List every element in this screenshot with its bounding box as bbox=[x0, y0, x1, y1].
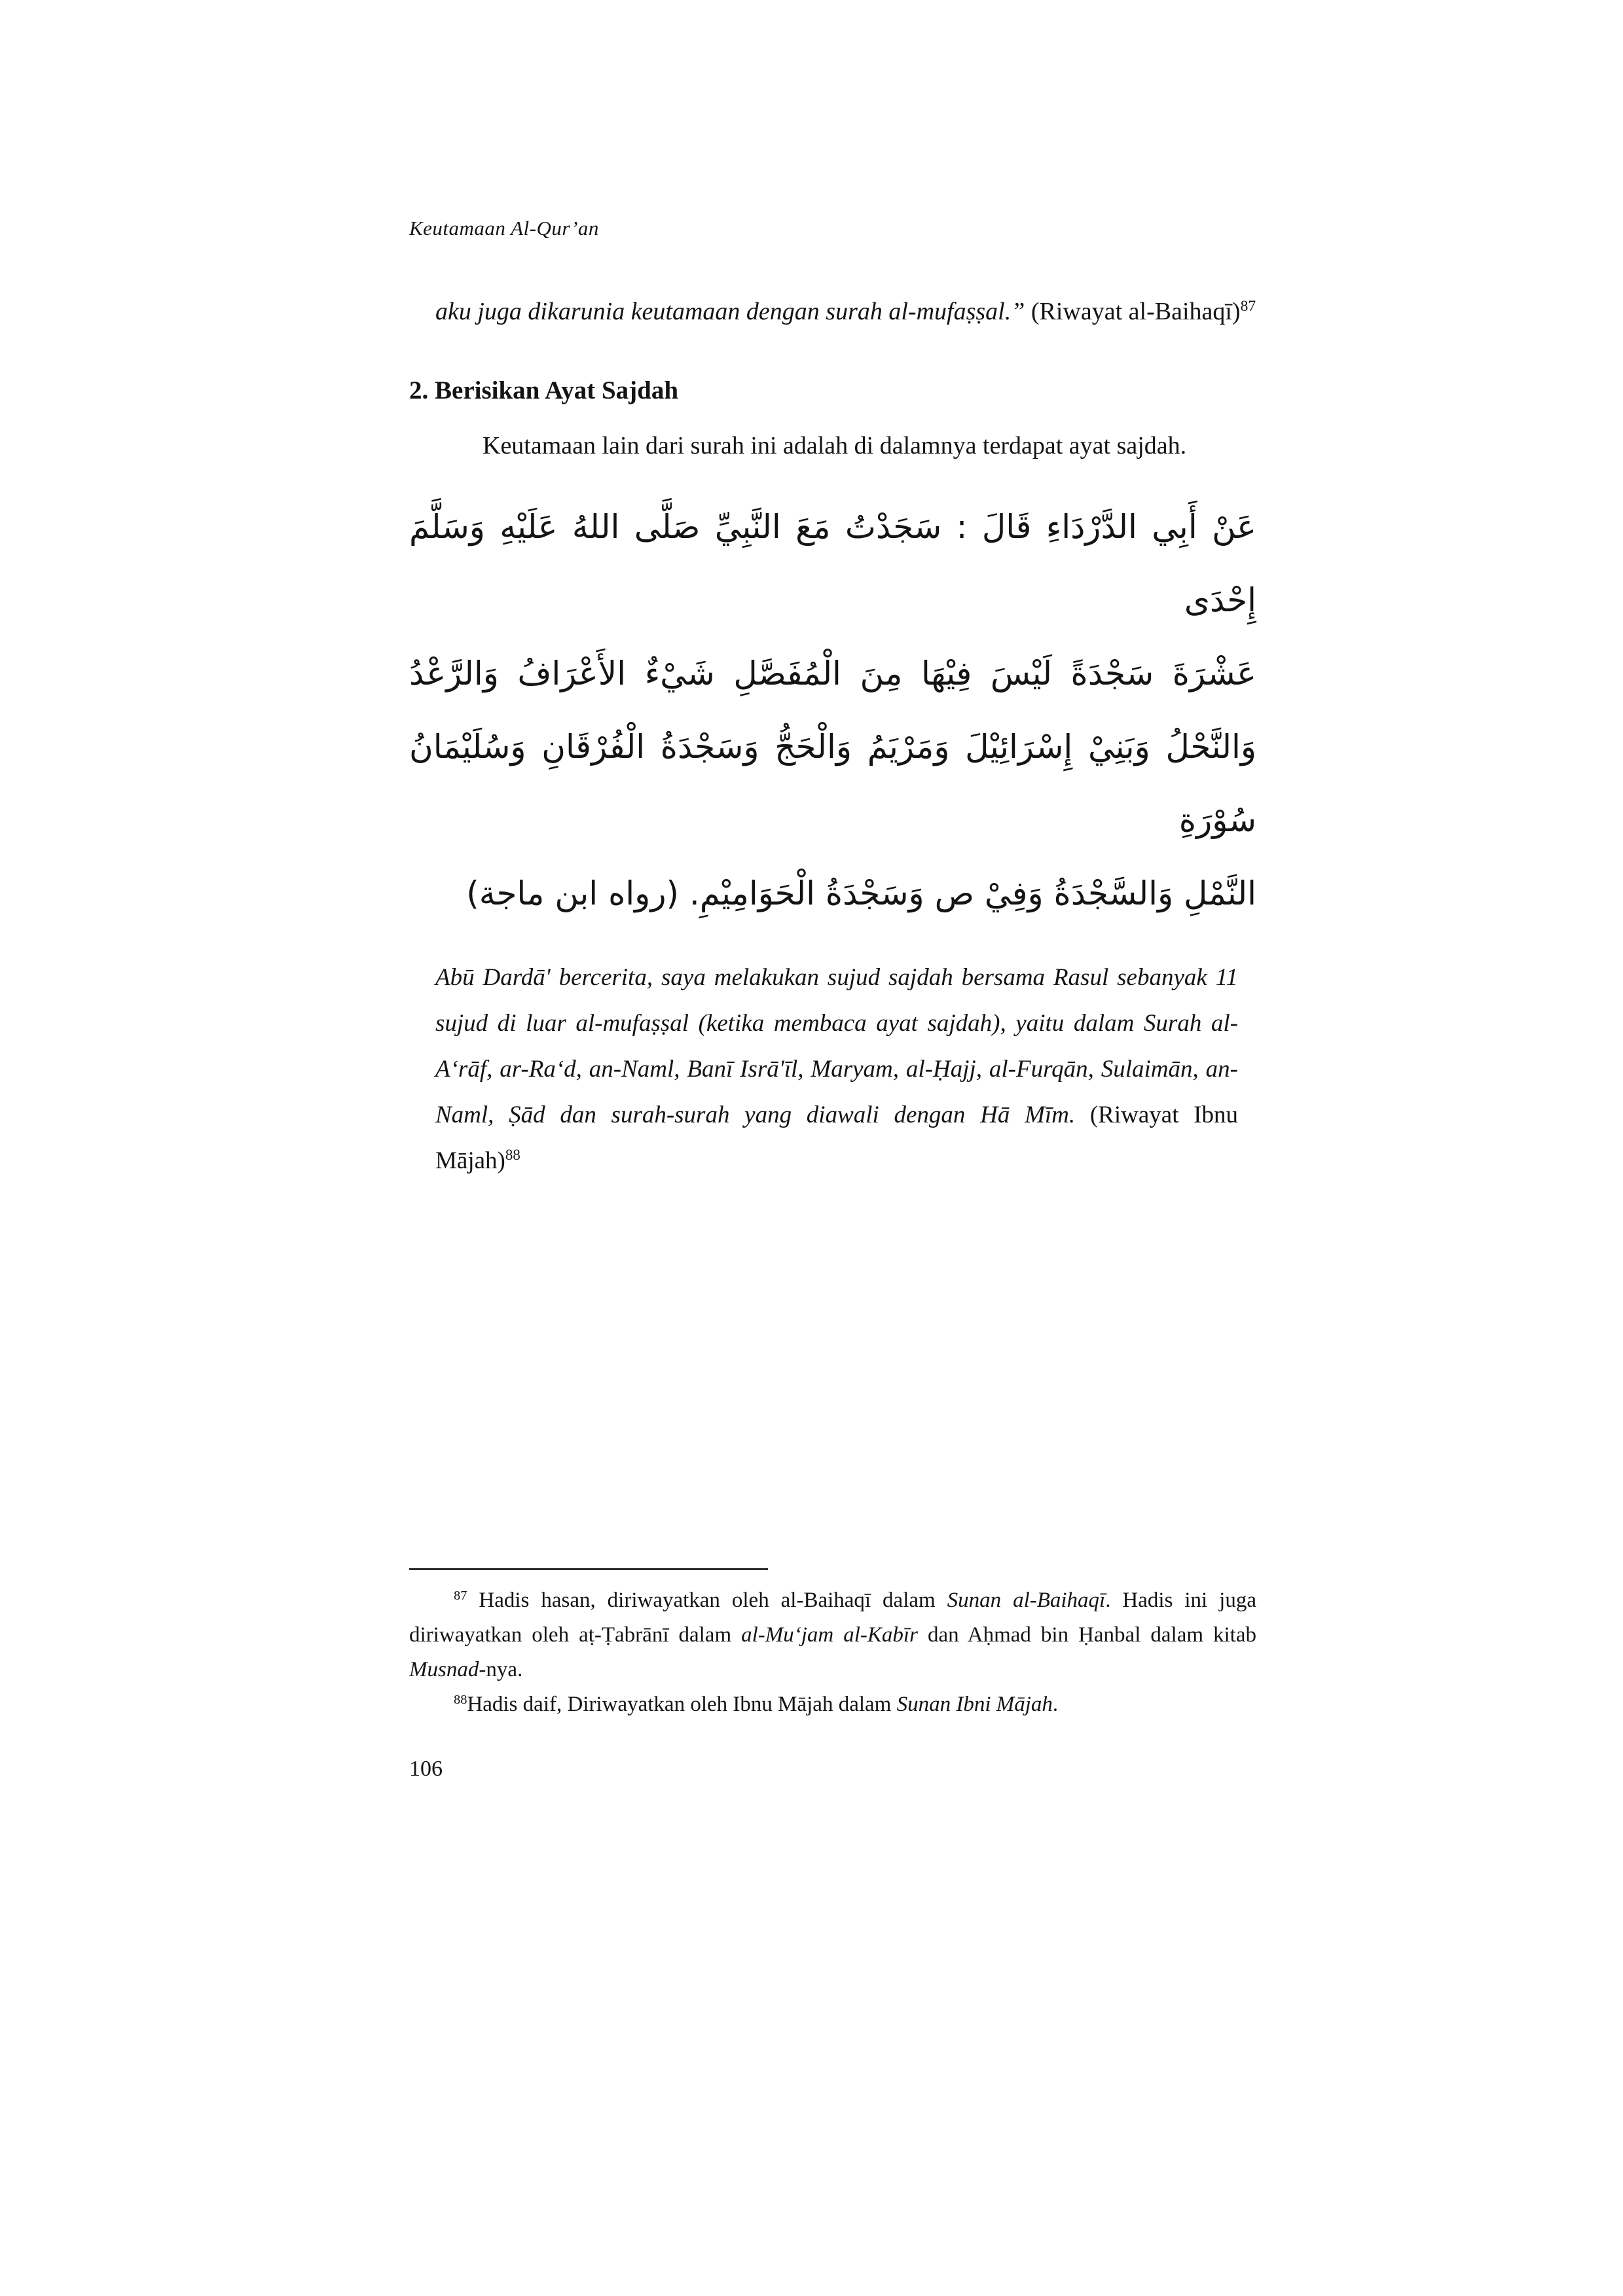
footnote-88-number: 88 bbox=[454, 1692, 467, 1707]
footnote-88-text: Hadis daif, Diriwayatkan oleh Ibnu Mājah dalam bbox=[467, 1693, 897, 1716]
footnote-87-text: -nya. bbox=[479, 1658, 523, 1681]
footnote-88-text: . bbox=[1052, 1693, 1059, 1716]
section-intro-paragraph: Keutamaan lain dari surah ini adalah di dalamnya terdapat ayat sajdah. bbox=[483, 432, 1187, 459]
footnote-separator bbox=[409, 1568, 768, 1570]
footnote-area bbox=[409, 1568, 1256, 1782]
translation-attribution: (Riwayat Ibnu Mājah) bbox=[435, 1102, 1238, 1174]
arabic-line-1: عَنْ أَبِي الدَّرْدَاءِ قَالَ : سَجَدْتُ مَعَ النَّبِيِّ صَلَّى اللهُ عَلَيْهِ وَسَلَّمَ إِحْدَى bbox=[409, 508, 1256, 619]
section-heading: 2. Berisikan Ayat Sajdah bbox=[409, 376, 679, 404]
translation-italic-text: Abū Dardā' bercerita, saya melakukan sujud sajdah bersama Rasul sebanyak 11 sujud di luar al-mufaṣṣal (ketika membaca ayat sajdah), yaitu dalam Surah al-A‘rāf, ar-Ra‘d, an-Naml, Banī Isrā'īl, Maryam, al-Ḥajj, al-Furqān, Sulaimān, an-Naml, Ṣād dan surah-surah yang diawali dengan Hā Mīm. bbox=[435, 964, 1238, 1128]
arabic-line-4: النَّمْلِ وَالسَّجْدَةُ وَفِيْ ص وَسَجْدَةُ الْحَوَامِيْمِ. (رواه ابن ماجة) bbox=[466, 874, 1256, 912]
running-header bbox=[409, 216, 1256, 241]
footnote-87-number: 87 bbox=[454, 1588, 467, 1603]
footnote-88 bbox=[409, 1687, 1256, 1722]
footnote-87-text: . Hadis ini juga diriwayatkan oleh aṭ-Ṭabrānī dalam bbox=[409, 1588, 1256, 1647]
footnote-87-text: Hadis hasan, diriwayatkan oleh al-Baihaqī dalam bbox=[467, 1588, 947, 1612]
footnote-87-work-title: Musnad bbox=[409, 1658, 479, 1681]
footnote-87 bbox=[409, 1583, 1256, 1687]
footnote-87-work-title: Sunan al-Baihaqī bbox=[947, 1588, 1106, 1612]
footnote-ref-88: 88 bbox=[505, 1147, 520, 1164]
footnote-88-work-title: Sunan Ibni Mājah bbox=[896, 1693, 1053, 1716]
arabic-line-2: عَشْرَةَ سَجْدَةً لَيْسَ فِيْهَا مِنَ الْمُفَصَّلِ شَيْءٌ الأَعْرَافُ وَالرَّعْدُ bbox=[409, 655, 1256, 692]
footnote-87-text: dan Aḥmad bin Ḥanbal dalam kitab bbox=[917, 1623, 1256, 1647]
quote-continuation-paragraph bbox=[435, 288, 1256, 336]
quote-italic-text: aku juga dikarunia keutamaan dengan surah al-mufaṣṣal.” bbox=[435, 298, 1025, 325]
arabic-hadith-block bbox=[409, 490, 1256, 930]
footnote-ref-87: 87 bbox=[1240, 298, 1256, 315]
arabic-line-3: وَالنَّحْلُ وَبَنِيْ إِسْرَائِيْلَ وَمَرْيَمُ وَالْحَجُّ وَسَجْدَةُ الْفُرْقَانِ وَسُلَيْمَانُ سُوْرَةِ bbox=[409, 728, 1256, 839]
translation-paragraph bbox=[435, 955, 1238, 1184]
quote-attribution: (Riwayat al-Baihaqī) bbox=[1025, 298, 1241, 325]
page-number: 106 bbox=[409, 1757, 443, 1781]
running-header-title: Keutamaan Al-Qur’an bbox=[409, 217, 599, 240]
footnote-87-work-title: al-Mu‘jam al-Kabīr bbox=[741, 1623, 918, 1647]
